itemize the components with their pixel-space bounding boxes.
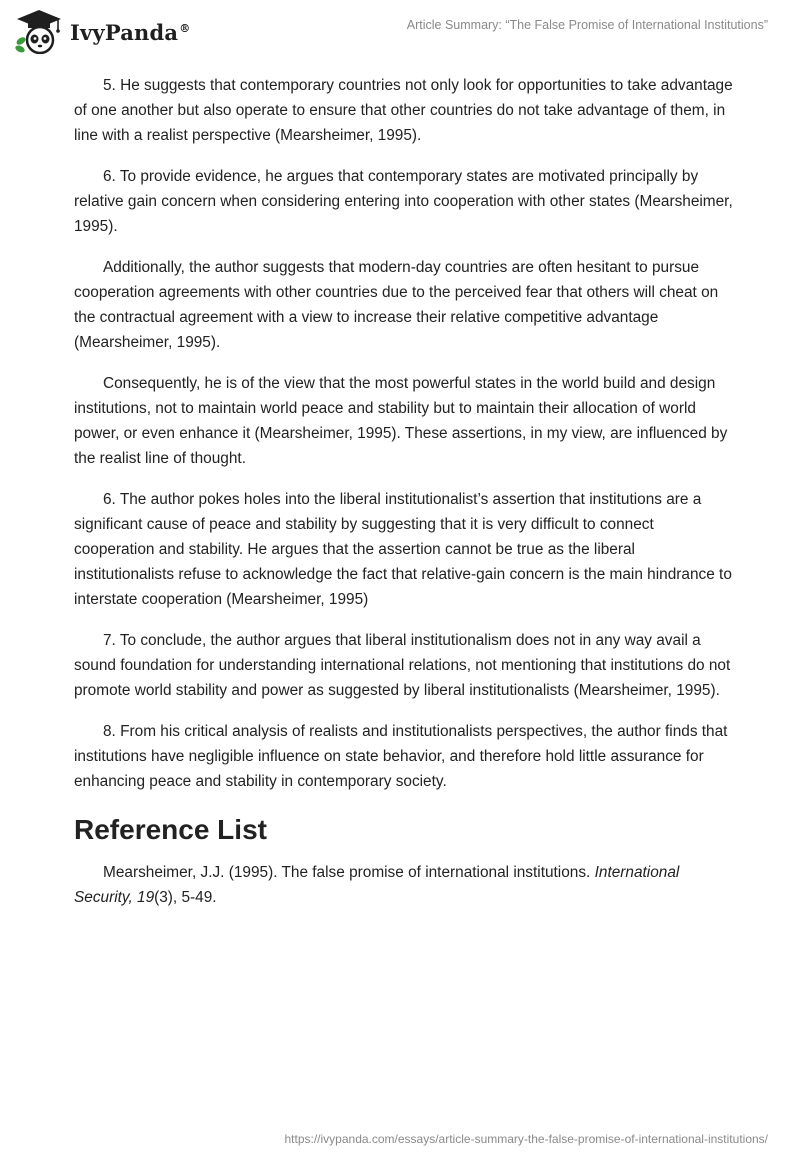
reference-issue-pages: (3), 5-49. xyxy=(154,889,217,906)
paragraph: 7. To conclude, the author argues that liberal institutionalism does not in any way avail a sound foundation for understanding international relations, not mentioning that institutions do not promote world stability and power as suggested by liberal institutionalists (Mearsheimer, 1995). xyxy=(74,632,731,699)
reference-list-heading: Reference List xyxy=(74,814,267,845)
brand-name-text: IvyPanda xyxy=(70,20,179,45)
paragraph: Additionally, the author suggests that modern-day countries are often hesitant to pursue cooperation agreements with other countries due to the perceived fear that others will cheat on the contractual agreement with a view to increase their relative competitive advantage (Mearsheimer, 1995). xyxy=(74,259,719,351)
paragraph: Consequently, he is of the view that the most powerful states in the world build and design institutions, not to maintain world peace and stability but to maintain their allocation of world power, or even enhance it (Mearsheimer, 1995). These assertions, in my view, are influenced by the realist line of thought. xyxy=(74,375,728,467)
registered-mark: ® xyxy=(179,22,191,35)
reference-authors: Mearsheimer, J.J. (1995). The false promise of international institutions. xyxy=(103,864,591,881)
paragraph: 8. From his critical analysis of realists and institutionalists perspectives, the author finds that institutions have negligible influence on state behavior, and therefore hold little assurance for enhancing peace and stability in contemporary society. xyxy=(74,723,728,790)
article-body xyxy=(74,73,734,926)
panda-graduate-icon xyxy=(14,8,64,54)
source-url[interactable]: https://ivypanda.com/essays/article-summary-the-false-promise-of-international-institutions/ xyxy=(284,1132,768,1146)
document-title: Article Summary: “The False Promise of International Institutions” xyxy=(406,18,768,32)
paragraph: 6. The author pokes holes into the liberal institutionalist’s assertion that institutions are a significant cause of peace and stability by suggesting that it is very difficult to connect cooperation and stability. He argues that the assertion cannot be true as the liberal institutionalists refuse to acknowledge the fact that relative-gain concern is the main hindrance to interstate cooperation (Mearsheimer, 1995) xyxy=(74,491,732,608)
page-header xyxy=(0,0,800,70)
reference-journal: International Security, 19 xyxy=(74,864,680,906)
ivypanda-logo[interactable] xyxy=(14,8,190,54)
brand-name xyxy=(70,20,190,45)
reference-entry xyxy=(74,860,734,910)
paragraph: 6. To provide evidence, he argues that contemporary states are motivated principally by relative gain concern when considering entering into cooperation with other states (Mearsheimer, 1995). xyxy=(74,168,733,235)
paragraph: 5. He suggests that contemporary countries not only look for opportunities to take advantage of one another but also operate to ensure that other countries do not take advantage of them, in line with a realist perspective (Mearsheimer, 1995). xyxy=(74,77,733,144)
